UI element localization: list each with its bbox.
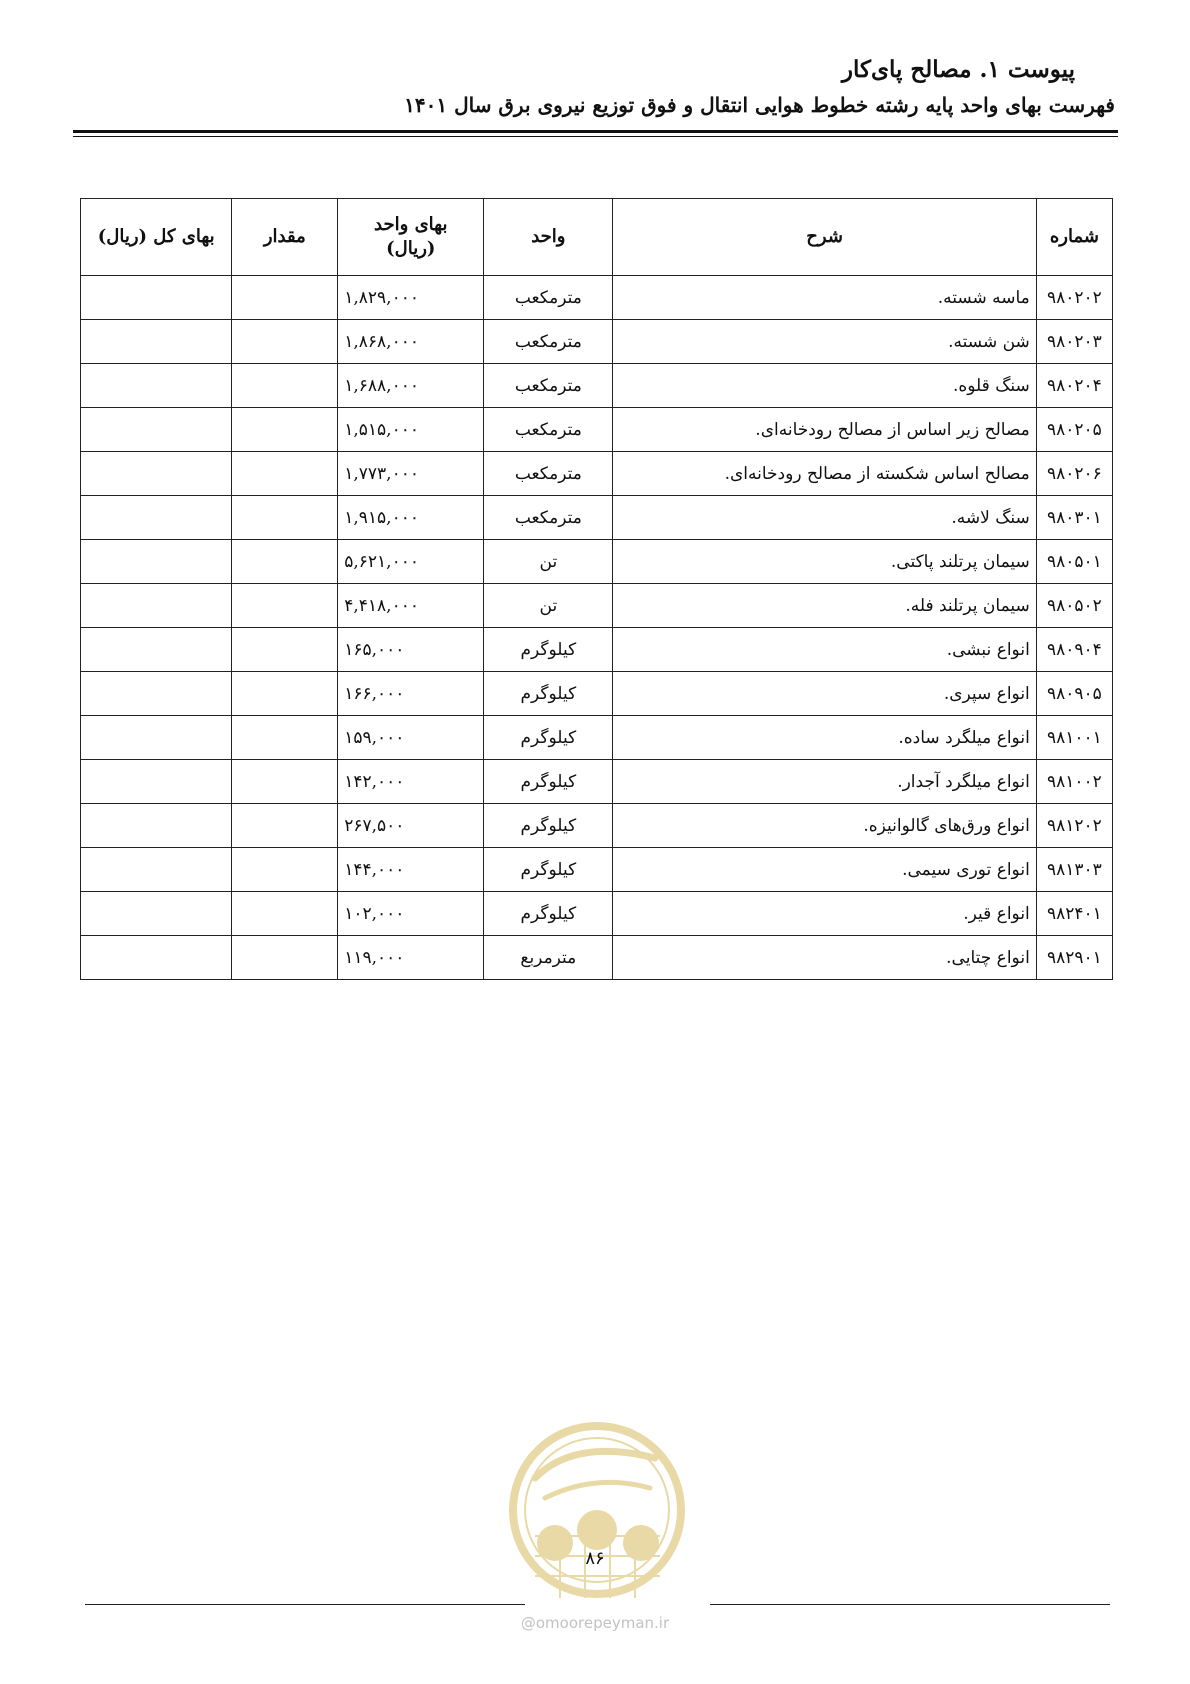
row-total-price-cell xyxy=(81,320,232,364)
row-quantity-cell xyxy=(232,892,338,936)
row-description-cell: انواع نبشی. xyxy=(613,628,1036,672)
header-rule-thick xyxy=(73,130,1118,133)
row-unit-price-cell: ۱۵۹,۰۰۰ xyxy=(338,716,484,760)
row-description-cell: مصالح اساس شکسته از مصالح رودخانه‌ای. xyxy=(613,452,1036,496)
table-row xyxy=(81,892,1113,936)
row-unit-price-cell: ۱۴۴,۰۰۰ xyxy=(338,848,484,892)
row-description-cell: سیمان پرتلند فله. xyxy=(613,584,1036,628)
row-unit-cell: کیلوگرم xyxy=(484,848,613,892)
table-body xyxy=(81,276,1113,980)
row-description-cell: انواع چتایی. xyxy=(613,936,1036,980)
row-quantity-cell xyxy=(232,760,338,804)
section-title: پیوست ۱. مصالح پای‌کار xyxy=(841,56,1075,83)
row-quantity-cell xyxy=(232,848,338,892)
column-header-total-price: بهای کل (ریال) xyxy=(81,199,232,276)
row-unit-cell: تن xyxy=(484,584,613,628)
table-row xyxy=(81,628,1113,672)
row-code-cell: ۹۸۰۲۰۵ xyxy=(1036,408,1112,452)
row-unit-price-cell: ۱۴۲,۰۰۰ xyxy=(338,760,484,804)
row-description-cell: سنگ لاشه. xyxy=(613,496,1036,540)
row-description-cell: سنگ قلوه. xyxy=(613,364,1036,408)
row-quantity-cell xyxy=(232,364,338,408)
row-total-price-cell xyxy=(81,716,232,760)
row-code-cell: ۹۸۰۳۰۱ xyxy=(1036,496,1112,540)
row-unit-cell: کیلوگرم xyxy=(484,804,613,848)
row-unit-cell: مترمکعب xyxy=(484,452,613,496)
row-total-price-cell xyxy=(81,276,232,320)
row-unit-price-cell: ۱۰۲,۰۰۰ xyxy=(338,892,484,936)
row-quantity-cell xyxy=(232,276,338,320)
column-header-description: شرح xyxy=(613,199,1036,276)
row-code-cell: ۹۸۰۹۰۴ xyxy=(1036,628,1112,672)
row-unit-cell: کیلوگرم xyxy=(484,892,613,936)
row-total-price-cell xyxy=(81,892,232,936)
row-description-cell: انواع میلگرد ساده. xyxy=(613,716,1036,760)
omoor-peyman-seal-watermark xyxy=(505,1418,690,1618)
row-description-cell: شن شسته. xyxy=(613,320,1036,364)
row-code-cell: ۹۸۰۲۰۴ xyxy=(1036,364,1112,408)
row-description-cell: انواع قیر. xyxy=(613,892,1036,936)
row-unit-price-cell: ۱۱۹,۰۰۰ xyxy=(338,936,484,980)
row-description-cell: ماسه شسته. xyxy=(613,276,1036,320)
row-total-price-cell xyxy=(81,408,232,452)
table-row xyxy=(81,672,1113,716)
table-row xyxy=(81,936,1113,980)
document-title: فهرست بهای واحد پایه رشته خطوط هوایی انتقال و فوق توزیع نیروی برق سال ۱۴۰۱ xyxy=(404,93,1115,117)
column-header-unit: واحد xyxy=(484,199,613,276)
table-row xyxy=(81,452,1113,496)
page-number: ۸۶ xyxy=(585,1548,605,1569)
header-rule-thin xyxy=(73,136,1118,137)
unit-price-currency: (ریال) xyxy=(386,238,436,259)
row-quantity-cell xyxy=(232,804,338,848)
row-quantity-cell xyxy=(232,540,338,584)
row-unit-cell: مترمربع xyxy=(484,936,613,980)
row-quantity-cell xyxy=(232,584,338,628)
row-unit-price-cell: ۱,۵۱۵,۰۰۰ xyxy=(338,408,484,452)
website-watermark: @omoorepeyman.ir xyxy=(520,1614,670,1632)
row-total-price-cell xyxy=(81,804,232,848)
row-unit-price-cell: ۵,۶۲۱,۰۰۰ xyxy=(338,540,484,584)
row-unit-price-cell: ۲۶۷,۵۰۰ xyxy=(338,804,484,848)
table-row xyxy=(81,848,1113,892)
column-header-quantity: مقدار xyxy=(232,199,338,276)
row-unit-cell: تن xyxy=(484,540,613,584)
table-row xyxy=(81,804,1113,848)
table-row xyxy=(81,276,1113,320)
row-code-cell: ۹۸۰۲۰۲ xyxy=(1036,276,1112,320)
row-quantity-cell xyxy=(232,716,338,760)
row-unit-cell: کیلوگرم xyxy=(484,628,613,672)
row-total-price-cell xyxy=(81,364,232,408)
row-unit-price-cell: ۱,۸۲۹,۰۰۰ xyxy=(338,276,484,320)
row-code-cell: ۹۸۰۹۰۵ xyxy=(1036,672,1112,716)
row-quantity-cell xyxy=(232,320,338,364)
row-description-cell: انواع میلگرد آجدار. xyxy=(613,760,1036,804)
row-unit-cell: مترمکعب xyxy=(484,496,613,540)
row-description-cell: انواع سپری. xyxy=(613,672,1036,716)
row-unit-cell: مترمکعب xyxy=(484,276,613,320)
row-total-price-cell xyxy=(81,936,232,980)
row-code-cell: ۹۸۲۹۰۱ xyxy=(1036,936,1112,980)
row-unit-price-cell: ۱,۷۷۳,۰۰۰ xyxy=(338,452,484,496)
row-code-cell: ۹۸۱۰۰۲ xyxy=(1036,760,1112,804)
row-unit-cell: کیلوگرم xyxy=(484,672,613,716)
row-code-cell: ۹۸۱۳۰۳ xyxy=(1036,848,1112,892)
row-quantity-cell xyxy=(232,452,338,496)
row-unit-cell: مترمکعب xyxy=(484,364,613,408)
row-description-cell: انواع توری سیمی. xyxy=(613,848,1036,892)
row-total-price-cell xyxy=(81,628,232,672)
row-total-price-cell xyxy=(81,672,232,716)
column-header-unit-price xyxy=(338,199,484,276)
table-row xyxy=(81,320,1113,364)
row-code-cell: ۹۸۲۴۰۱ xyxy=(1036,892,1112,936)
row-code-cell: ۹۸۱۲۰۲ xyxy=(1036,804,1112,848)
row-total-price-cell xyxy=(81,540,232,584)
row-quantity-cell xyxy=(232,936,338,980)
table-row xyxy=(81,760,1113,804)
row-unit-price-cell: ۱,۸۶۸,۰۰۰ xyxy=(338,320,484,364)
row-quantity-cell xyxy=(232,496,338,540)
row-unit-price-cell: ۱,۶۸۸,۰۰۰ xyxy=(338,364,484,408)
row-unit-cell: مترمکعب xyxy=(484,408,613,452)
column-header-code: شماره xyxy=(1036,199,1112,276)
row-quantity-cell xyxy=(232,408,338,452)
row-total-price-cell xyxy=(81,496,232,540)
unit-price-label: بهای واحد xyxy=(374,213,448,235)
row-description-cell: مصالح زیر اساس از مصالح رودخانه‌ای. xyxy=(613,408,1036,452)
row-code-cell: ۹۸۱۰۰۱ xyxy=(1036,716,1112,760)
row-unit-price-cell: ۴,۴۱۸,۰۰۰ xyxy=(338,584,484,628)
row-code-cell: ۹۸۰۲۰۳ xyxy=(1036,320,1112,364)
table-header-row xyxy=(81,199,1113,276)
table-row xyxy=(81,364,1113,408)
row-quantity-cell xyxy=(232,628,338,672)
row-code-cell: ۹۸۰۵۰۲ xyxy=(1036,584,1112,628)
table-row xyxy=(81,584,1113,628)
footer-rule-right xyxy=(710,1604,1110,1605)
row-quantity-cell xyxy=(232,672,338,716)
table-row xyxy=(81,716,1113,760)
row-total-price-cell xyxy=(81,452,232,496)
footer-rule-left xyxy=(85,1604,525,1605)
row-description-cell: سیمان پرتلند پاکتی. xyxy=(613,540,1036,584)
row-total-price-cell xyxy=(81,584,232,628)
row-unit-cell: کیلوگرم xyxy=(484,716,613,760)
row-unit-cell: کیلوگرم xyxy=(484,760,613,804)
row-code-cell: ۹۸۰۵۰۱ xyxy=(1036,540,1112,584)
row-code-cell: ۹۸۰۲۰۶ xyxy=(1036,452,1112,496)
row-unit-price-cell: ۱۶۵,۰۰۰ xyxy=(338,628,484,672)
row-description-cell: انواع ورق‌های گالوانیزه. xyxy=(613,804,1036,848)
row-unit-price-cell: ۱۶۶,۰۰۰ xyxy=(338,672,484,716)
price-list-table xyxy=(80,198,1113,980)
row-total-price-cell xyxy=(81,848,232,892)
row-unit-price-cell: ۱,۹۱۵,۰۰۰ xyxy=(338,496,484,540)
table-row xyxy=(81,540,1113,584)
row-total-price-cell xyxy=(81,760,232,804)
table-row xyxy=(81,496,1113,540)
table-row xyxy=(81,408,1113,452)
row-unit-cell: مترمکعب xyxy=(484,320,613,364)
